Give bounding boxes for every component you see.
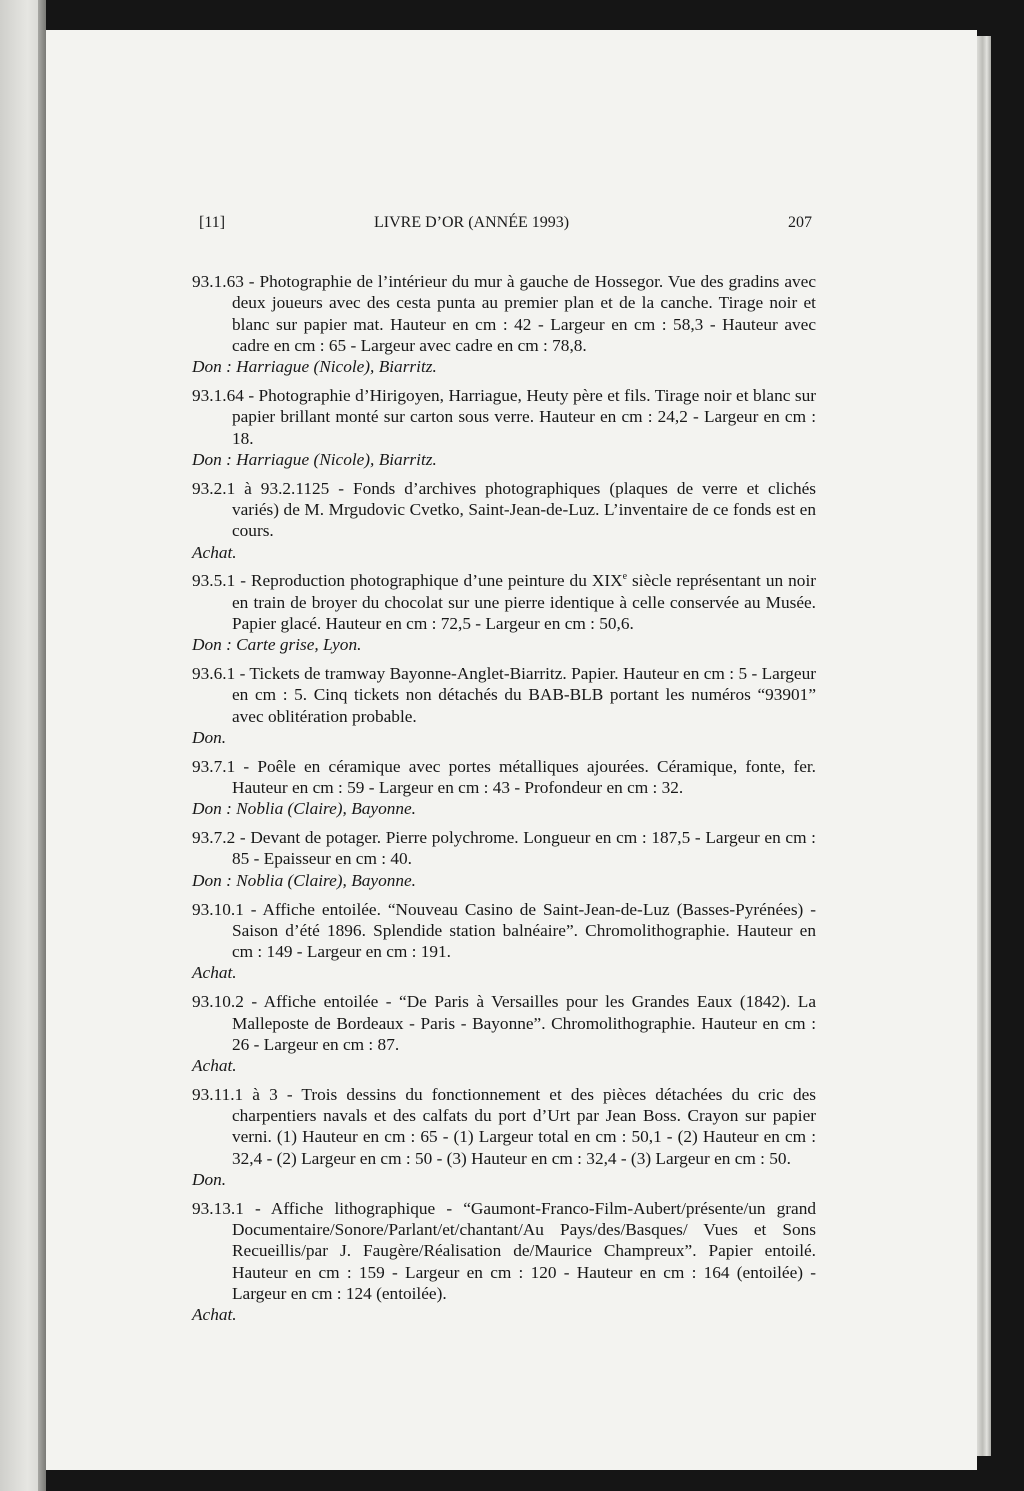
catalog-entry [192, 827, 816, 891]
entry-donor: Don. [192, 1170, 227, 1190]
entry-donor: Achat. [192, 1305, 237, 1325]
entry-text: 93.10.1 - Affiche entoilée. “Nouveau Casino de Saint-Jean-de-Luz (Basses-Pyrénées) - Saison d’été 1896. Splendide station balnéaire”. Chromolithographie. Hauteur en cm : 149 - Largeur en cm : 191. [192, 899, 816, 962]
entry-donor: Don : Noblia (Claire), Bayonne. [192, 870, 416, 890]
entry-donor: Achat. [192, 1056, 237, 1076]
catalog-entry [192, 991, 816, 1076]
entry-text: 93.1.63 - Photographie de l’intérieur du mur à gauche de Hossegor. Vue des gradins avec deux joueurs avec des cesta punta au premier plan et de la canche. Tirage noir et blanc sur papier mat. Hauteur en cm : 42 - Largeur en cm : 58,3 - Hauteur avec cadre en cm : 65 - Largeur avec cadre en cm : 78,8. [192, 272, 816, 355]
entry-donor: Don : Harriague (Nicole), Biarritz. [192, 357, 437, 377]
entry-donor: Achat. [192, 542, 237, 562]
catalog-entry [192, 1198, 816, 1326]
entry-text: 93.13.1 - Affiche lithographique - “Gaumont-Franco-Film-Aubert/présente/un grand Documentaire/Sonore/Parlant/et/chantant/Au Pays/des/Basques/ Vues et Sons Recueillis/par J. Faugère/Réalisation de/Maurice Champreux”. Papier entoilé. Hauteur en cm : 159 - Largeur en cm : 120 - Hauteur en cm : 164 (entoilée) - Largeur en cm : 124 (entoilée). [192, 1198, 816, 1304]
entry-donor: Don. [192, 727, 227, 747]
book-binding [38, 0, 46, 1491]
entry-donor: Don : Carte grise, Lyon. [192, 635, 362, 655]
catalog-entry [192, 570, 816, 655]
page-number: 207 [788, 214, 812, 231]
facing-page-edge [0, 0, 46, 1491]
catalog-entry [192, 899, 816, 984]
running-title: LIVRE D’OR (ANNÉE 1993) [374, 214, 570, 231]
catalog-entry [192, 478, 816, 563]
entry-donor: Achat. [192, 963, 237, 983]
catalog-entry [192, 756, 816, 820]
book-page [46, 30, 977, 1470]
catalog-entries [192, 271, 816, 1333]
entry-text [192, 570, 816, 634]
entry-text-part: siècle représentant un noir en train de broyer du chocolat sur une pierre identique à celle conservée au Musée. Papier glacé. Hauteur en cm : 72,5 - Largeur en cm : 50,6. [232, 571, 816, 633]
catalog-entry [192, 663, 816, 748]
catalog-entry [192, 271, 816, 377]
entry-text: 93.11.1 à 3 - Trois dessins du fonctionnement et des pièces détachées du cric des charpentiers navals et des calfats du port d’Urt par Jean Boss. Crayon sur papier verni. (1) Hauteur en cm : 65 - (1) Largeur total en cm : 50,1 - (2) Hauteur en cm : 32,4 - (2) Largeur en cm : 50 - (3) Hauteur en cm : 32,4 - (3) Largeur en cm : 50. [192, 1084, 816, 1168]
entry-text: 93.6.1 - Tickets de tramway Bayonne-Anglet-Biarritz. Papier. Hauteur en cm : 5 - Largeur en cm : 5. Cinq tickets non détachés du BAB-BLB portant les numéros “93901” avec oblitération probable. [192, 664, 816, 726]
superscript: e [622, 571, 628, 583]
catalog-entry [192, 385, 816, 470]
entry-text: 93.2.1 à 93.2.1125 - Fonds d’archives photographiques (plaques de verre et clichés variés) de M. Mrgudovic Cvetko, Saint-Jean-de-Luz. L’inventaire de ce fonds est en cours. [192, 478, 816, 541]
entry-text: 93.10.2 - Affiche entoilée - “De Paris à Versailles pour les Grandes Eaux (1842). La Malleposte de Bordeaux - Paris - Bayonne”. Chromolithographie. Hauteur en cm : 26 - Largeur en cm : 87. [192, 992, 816, 1054]
entry-text: 93.7.1 - Poêle en céramique avec portes métalliques ajourées. Céramique, fonte, fer. Hauteur en cm : 59 - Largeur en cm : 43 - Profondeur en cm : 32. [192, 756, 816, 798]
entry-text: 93.7.2 - Devant de potager. Pierre polychrome. Longueur en cm : 187,5 - Largeur en cm : 85 - Epaisseur en cm : 40. [192, 828, 816, 869]
page-stack-edge [977, 36, 991, 1456]
catalog-entry [192, 1084, 816, 1190]
entry-text-part: 93.5.1 - Reproduction photographique d’une peinture du XIX [192, 571, 623, 591]
entry-donor: Don : Noblia (Claire), Bayonne. [192, 799, 416, 819]
entry-donor: Don : Harriague (Nicole), Biarritz. [192, 449, 437, 469]
section-number: [11] [199, 214, 226, 231]
entry-text: 93.1.64 - Photographie d’Hirigoyen, Harriague, Heuty père et fils. Tirage noir et blanc sur papier brillant monté sur carton sous verre. Hauteur en cm : 24,2 - Largeur en cm : 18. [192, 385, 816, 448]
